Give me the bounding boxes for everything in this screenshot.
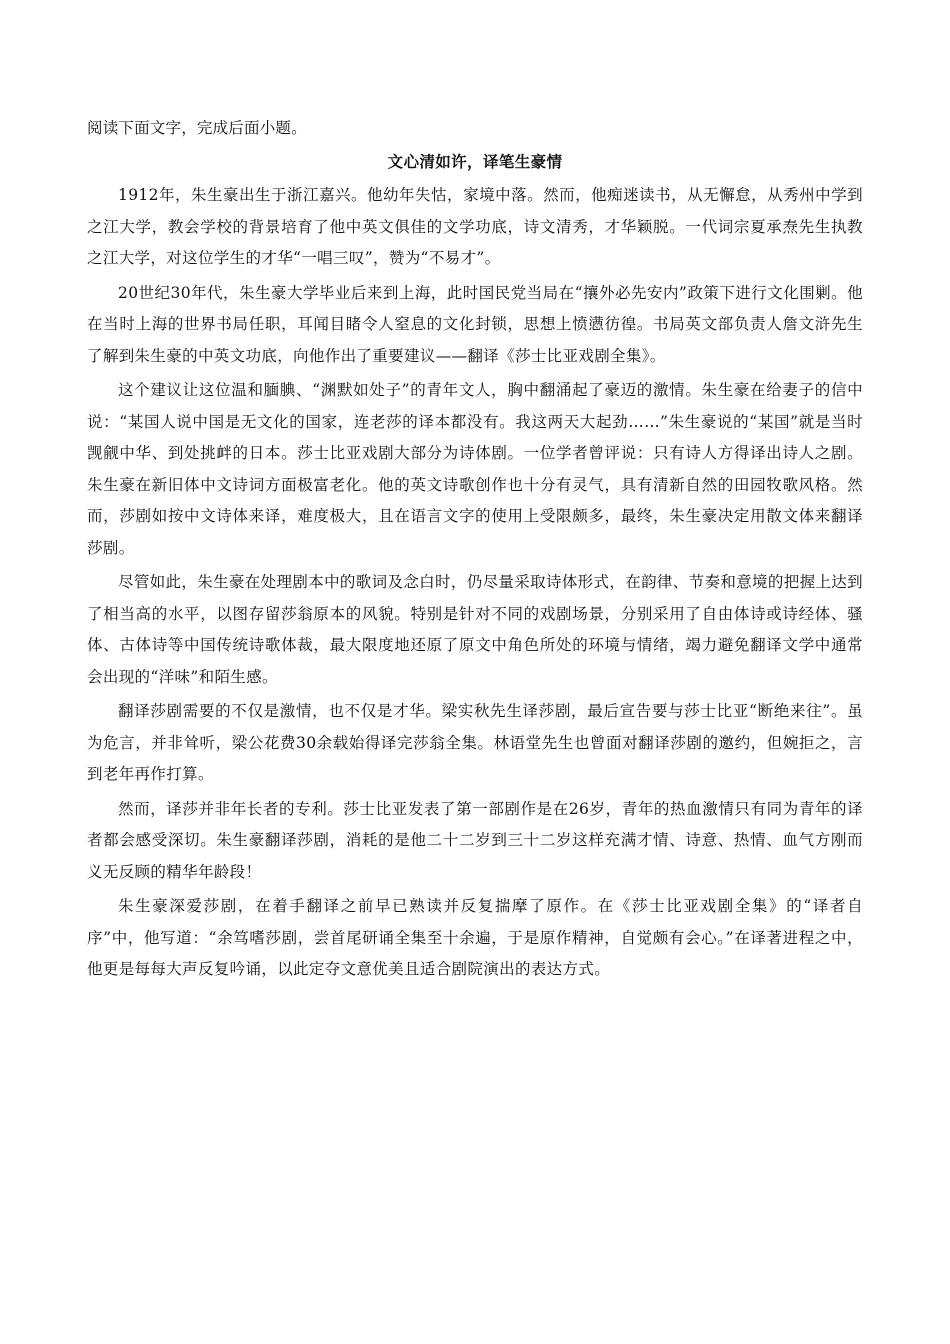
paragraph-7: 朱生豪深爱莎剧，在着手翻译之前早已熟读并反复揣摩了原作。在《莎士比亚戏剧全集》的“译者自序”中，他写道：“余笃嗜莎剧，尝首尾研诵全集至十余遍，于是原作精神，自觉颇有会心。”在译著进程之中，他更是每每大声反复吟诵，以此定夺文意优美且适合剧院演出的表达方式。 — [87, 897, 863, 978]
paragraph-5: 翻译莎剧需要的不仅是激情，也不仅是才华。梁实秋先生译莎剧，最后宣告要与莎士比亚“断绝来往”。虽为危言，并非耸听，梁公花费30余载始得译完莎翁全集。林语堂先生也曾面对翻译莎剧的邀约，但婉拒之，言到老年再作打算。 — [87, 702, 863, 783]
paragraph-2: 20世纪30年代，朱生豪大学毕业后来到上海，此时国民党当局在“攘外必先安内”政策下进行文化围剿。他在当时上海的世界书局任职，耳闻目睹令人窒息的文化封锁，思想上愤懑彷徨。书局英文部负责人詹文浒先生了解到朱生豪的中英文功底，向他作出了重要建议——翻译《莎士比亚戏剧全集》。 — [87, 283, 863, 365]
document-page — [87, 112, 863, 989]
paragraph-4: 尽管如此，朱生豪在处理剧本中的歌词及念白时，仍尽量采取诗体形式，在韵律、节奏和意境的把握上达到了相当高的水平，以图存留莎翁原本的风貌。特别是针对不同的戏剧场景，分别采用了自由体诗或诗经体、骚体、古体诗等中国传统诗歌体裁，最大限度地还原了原文中角色所处的环境与情绪，竭力避免翻译文学中通常会出现的“洋味”和陌生感。 — [87, 573, 863, 686]
paragraph-3: 这个建议让这位温和腼腆、“渊默如处子”的青年文人，胸中翻涌起了豪迈的激情。朱生豪在给妻子的信中说：“某国人说中国是无文化的国家，连老莎的译本都没有。我这两天大起劲……”朱生豪说的“某国”就是当时觊觎中华、到处挑衅的日本。莎士比亚戏剧大部分为诗体剧。一位学者曾评说：只有诗人方得译出诗人之剧。朱生豪在新旧体中文诗词方面极富老化。他的英文诗歌创作也十分有灵气，具有清新自然的田园牧歌风格。然而，莎剧如按中文诗体来译，难度极大，且在语言文字的使用上受限颇多，最终，朱生豪决定用散文体来翻译莎剧。 — [87, 381, 863, 557]
paragraph-6: 然而，译莎并非年长者的专利。莎士比亚发表了第一部剧作是在26岁，青年的热血激情只有同为青年的译者都会感受深切。朱生豪翻译莎剧，消耗的是他二十二岁到三十二岁这样充满才情、诗意、热情、血气方刚而义无反顾的精华年龄段！ — [87, 799, 863, 881]
paragraph-1: 1912年，朱生豪出生于浙江嘉兴。他幼年失怙，家境中落。然而，他痴迷读书，从无懈怠，从秀州中学到之江大学，教会学校的背景培育了他中英文俱佳的文学功底，诗文清秀，才华颖脱。一代词宗夏承焘先生执教之江大学，对这位学生的才华“一唱三叹”，赞为“不易才”。 — [87, 186, 863, 267]
article-title: 文心清如许，译笔生豪情 — [387, 152, 563, 171]
instruction-text: 阅读下面文字，完成后面小题。 — [87, 119, 307, 137]
